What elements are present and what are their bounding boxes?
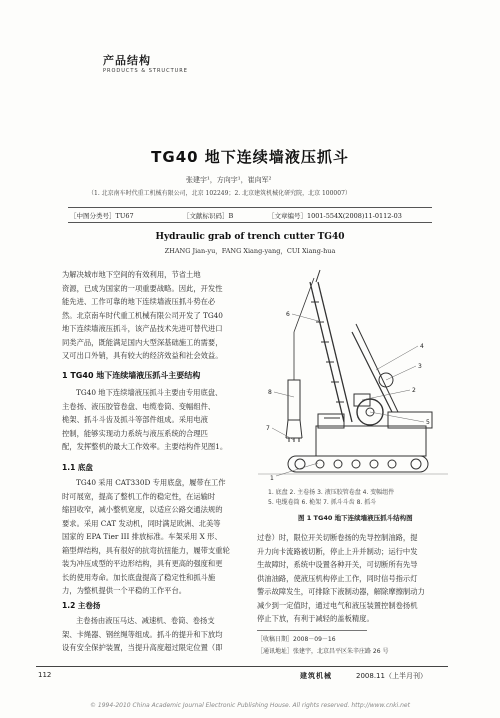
figure-label: 7: [266, 425, 270, 432]
text-line: 缩回收窄，减小整机宽度，以适应公路交通法规的: [62, 505, 223, 514]
text-line: 主卷扬、液压胶管卷盘、电缆卷筒、变幅组件、: [62, 401, 216, 411]
text-line: 同类产品，既能满足国内大型深基础施工的需要，: [62, 337, 223, 347]
mast-lattice: [310, 270, 352, 422]
section-1-paragraph: [62, 386, 246, 454]
text-line: 时可展宽，提高了整机工作的稳定性，在运输时: [62, 491, 216, 501]
subsection-1-2-paragraph: [62, 614, 246, 655]
legend-line: 5. 电缆卷筒 6. 桅架 7. 抓斗斗齿 8. 抓斗: [268, 499, 377, 506]
text-line: 地下连续墙液压抓斗，该产品技术先进可替代进口: [62, 324, 223, 333]
document-code: ［文献标识码］B: [183, 212, 234, 220]
subsection-1-1-paragraph: [62, 476, 246, 598]
text-line: 生故障时，系统中设置各种开关，可切断所有先导: [257, 560, 418, 569]
grab-structure-figure: [258, 262, 448, 484]
section-1-heading: 1 TG40 地下连续墙液压抓斗主要结构: [62, 371, 201, 380]
page-number: 112: [38, 671, 52, 679]
right-column-paragraph: [257, 531, 443, 626]
subsection-1-1-heading: 1.1 底盘: [62, 463, 93, 472]
issue-info: 2008.11（上半月刊）: [356, 672, 427, 680]
text-line: 桅架、抓斗斗齿及抓斗等部件组成。采用电液: [62, 415, 208, 424]
legend-line: 1. 底盘 2. 主卷扬 3. 液压胶管卷盘 4. 变幅组件: [268, 489, 395, 496]
article-title: TG40 地下连续墙液压抓斗: [151, 148, 349, 166]
text-line: 过卷）时，限位开关切断卷扬的先导控制油路，提: [257, 533, 418, 542]
grab-bucket: [286, 380, 302, 442]
text-line: 停止下放，有利于减轻的盖板精度。: [257, 614, 374, 623]
footnote-rule: [257, 630, 367, 631]
luffing-assembly: [352, 332, 392, 412]
text-line: 升力向卡流路被切断，停止上升并制动；运行中发: [257, 546, 418, 556]
figure-label: 2: [412, 387, 416, 394]
text-line: 主卷扬由液压马达、减速机、卷筒、卷扬支: [76, 616, 215, 625]
received-date: ［收稿日期］2008－09－16: [257, 636, 336, 643]
text-line: 能先进、工作可靠的地下连续墙液压抓斗势在必: [62, 297, 216, 306]
text-line: 为解决城市地下空间的有效利用，节省土地: [62, 270, 201, 279]
footer-rule: [36, 666, 448, 667]
figure-label: 3: [418, 363, 422, 370]
intro-paragraph: [62, 268, 246, 363]
text-line: 又可出口外销，具有较大的经济效益和社会效益。: [62, 351, 223, 360]
contact-address: ［通讯地址］张建宇，北京昌平区朱辛庄路 26 号: [257, 648, 389, 655]
text-line: 力，为整机提供一个平稳的工作平台。: [62, 586, 187, 595]
subsection-1-2-heading: 1.2 主卷扬: [62, 601, 101, 610]
text-line: 设有安全保护装置，当提升高度超过限定位置（即: [62, 643, 223, 652]
section-title: 产品结构: [103, 54, 151, 67]
leader-lines: [272, 314, 424, 476]
text-line: 减少到一定值时，通过电气和液压装置控制卷扬机: [257, 600, 418, 610]
crawler-track: [288, 456, 428, 472]
text-line: 控制，能够实现动力系统与液压系统的合理匹: [62, 428, 208, 438]
article-title-en: Hydraulic grab of trench cutter TG40: [155, 232, 345, 242]
text-line: 供油油路，使液压机构停止工作，同时信号指示灯: [257, 573, 418, 583]
copyright-notice: © 1994-2010 China Academic Journal Electronic Publishing House. All rights reserved. http://www.cnki.net: [90, 702, 410, 709]
text-line: 国家的 EPA Tier III 排放标准。车架采用 X 形、: [62, 532, 222, 541]
journal-name: 建筑机械: [300, 671, 332, 680]
text-line: 箱型焊结构，具有很好的抗弯抗扭能力，履带支重轮: [62, 545, 230, 555]
article-authors-en: ZHANG Jian-yu，FANG Xiang-yang，CUI Xiang-hua: [164, 247, 336, 255]
figure-caption: 图 1 TG40 地下连续墙液压抓斗结构图: [298, 514, 413, 522]
figure-label: 5: [426, 419, 430, 426]
text-line: 要求。采用 CAT 发动机，同时满足欧洲、北美等: [62, 518, 221, 528]
text-line: 架、卡绳器、钢丝绳等组成。抓斗的提升和下放均: [62, 629, 223, 639]
section-subtitle: PRODUCTS & STRUCTURE: [103, 68, 188, 74]
article-affiliation: （1. 北京南车时代重工机械有限公司，北京 102249；2. 北京建筑机械化研究院，北京 100007）: [88, 190, 351, 197]
meta-top-rule: [68, 207, 432, 208]
track-rollers: [295, 459, 421, 469]
text-line: 装为冲压成型的平边形结构，具有更高的强度和更: [62, 559, 223, 568]
meta-bottom-rule: [68, 222, 432, 223]
figure-label: 8: [268, 389, 272, 396]
hose-reel: [379, 373, 393, 387]
text-line: 然。北京南车时代重工机械有限公司开发了 TG40: [62, 310, 223, 320]
figure-label: 1: [270, 475, 274, 482]
figure-label: 6: [286, 311, 290, 318]
text-line: 配，发挥整机的最大工作效率。主要结构件见图1。: [62, 442, 228, 451]
upper-body: [316, 426, 426, 456]
text-line: TG40 地下连续墙液压抓斗主要由专用底盘、: [76, 388, 223, 397]
text-line: TG40 采用 CAT330D 专用底盘，履带在工作: [76, 478, 226, 487]
text-line: 长的使用寿命。加长底盘提高了稳定性和抓斗施: [62, 572, 216, 582]
article-number: ［文章编号］1001-554X(2008)11-0112-03: [268, 212, 402, 220]
text-line: 警示故障发生，可排除下液制动器，解除摩擦制动力: [257, 587, 425, 596]
figure-label: 4: [420, 343, 424, 350]
figure-legend: [268, 488, 394, 508]
clc-number: ［中图分类号］TU67: [70, 212, 134, 220]
article-authors: 张建宇¹，方向宇¹，崔向军²: [186, 176, 272, 184]
text-line: 资源，已成为国家的一项重要战略。因此，开发性: [62, 283, 223, 293]
hoist-rope: [294, 278, 314, 332]
